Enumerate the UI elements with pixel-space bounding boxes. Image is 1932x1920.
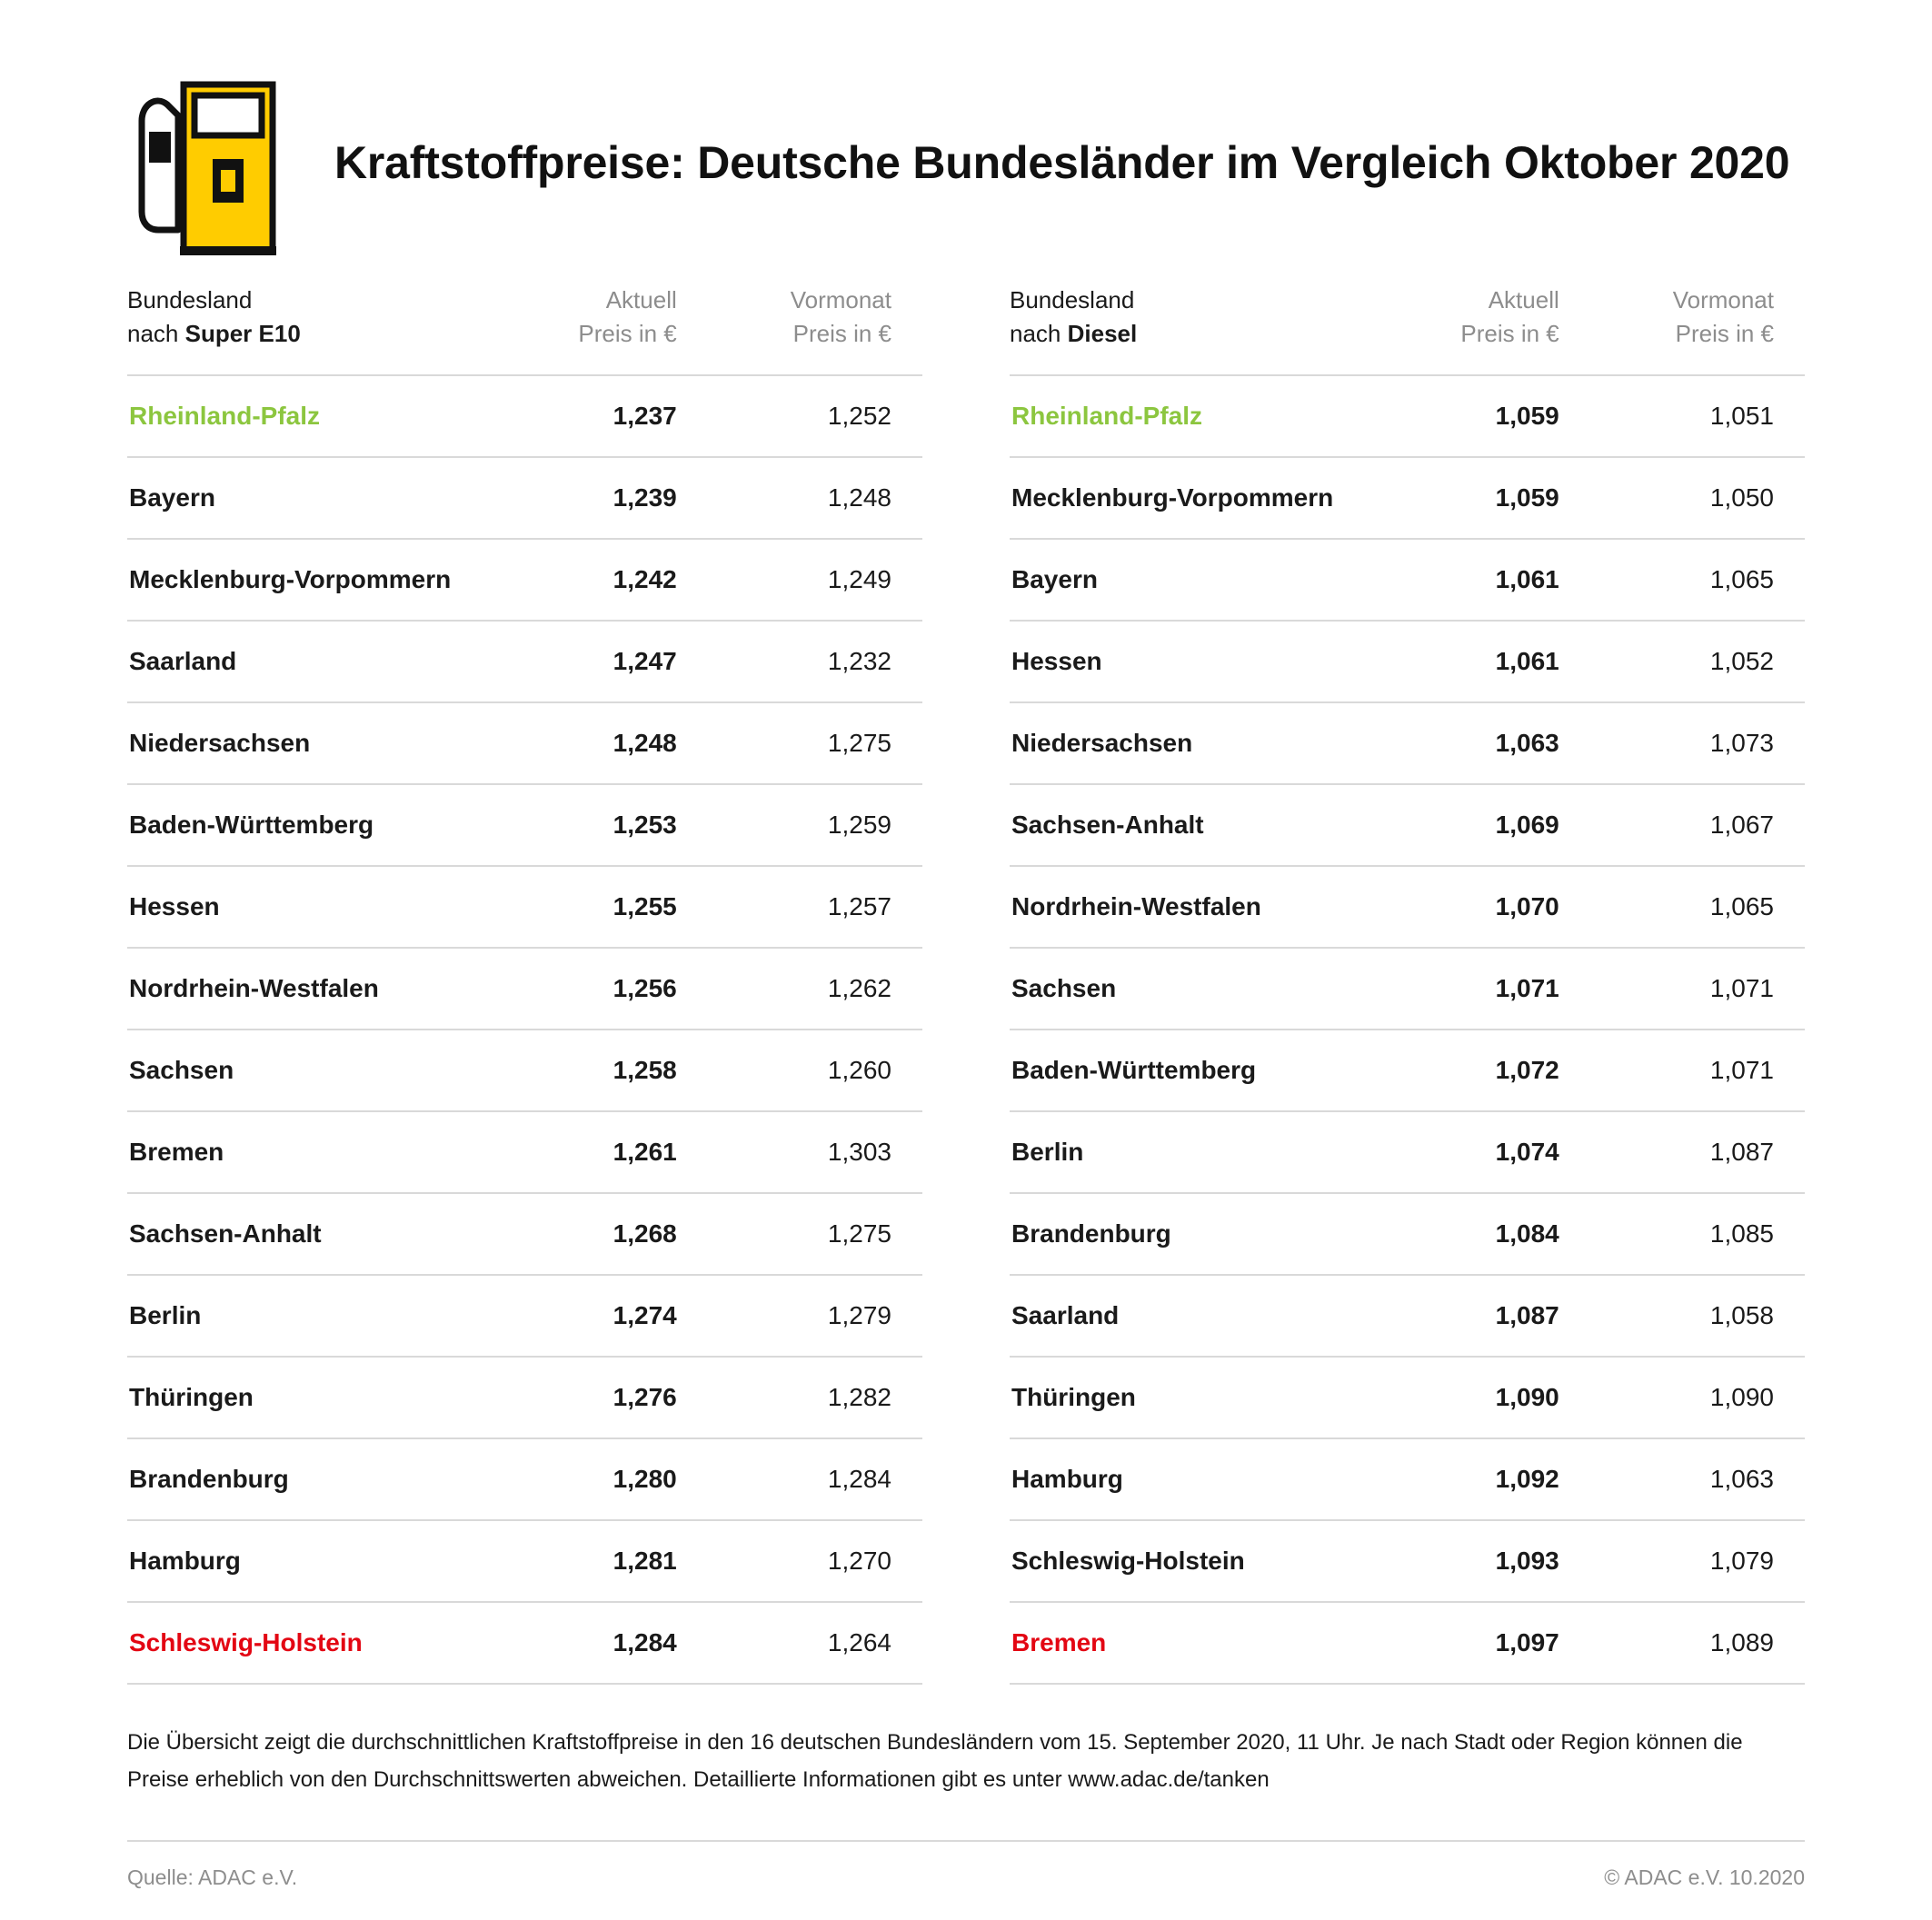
row-vormonat: 1,279 <box>827 1300 891 1329</box>
table-row <box>1010 539 1805 621</box>
row-bundesland: Thüringen <box>129 1382 254 1411</box>
row-vormonat: 1,249 <box>827 564 891 593</box>
row-bundesland: Saarland <box>129 646 237 675</box>
row-bundesland: Hamburg <box>129 1546 241 1575</box>
row-bundesland: Schleswig-Holstein <box>129 1627 363 1656</box>
footer-divider <box>127 1840 1805 1842</box>
table-row <box>1010 1275 1805 1357</box>
table-row <box>1010 621 1805 702</box>
row-aktuell: 1,059 <box>1495 482 1559 512</box>
row-aktuell: 1,256 <box>612 973 677 1002</box>
table-row <box>1010 1602 1805 1684</box>
row-vormonat: 1,079 <box>1709 1546 1774 1575</box>
table-row <box>1010 702 1805 784</box>
row-bundesland: Bayern <box>1011 564 1098 593</box>
row-bundesland: Baden-Württemberg <box>1011 1055 1257 1084</box>
header-aktuell-label: Aktuell <box>1488 286 1559 313</box>
table-row <box>127 1275 922 1357</box>
row-vormonat: 1,065 <box>1709 564 1774 593</box>
table-row <box>127 1602 922 1684</box>
row-aktuell: 1,074 <box>1495 1137 1559 1166</box>
table-row <box>127 784 922 866</box>
row-aktuell: 1,274 <box>612 1300 677 1329</box>
footnote-line-1: Die Übersicht zeigt die durchschnittlichen Kraftstoffpreise in den 16 deutschen Bundesländern vom 15. September 2020, 11 Uhr. Je nach Stadt oder Region können die <box>127 1729 1743 1755</box>
column-header-vormonat <box>1590 284 1805 375</box>
table-row <box>127 1520 922 1602</box>
row-vormonat: 1,275 <box>827 728 891 757</box>
column-header-bundesland <box>127 284 493 375</box>
header-aktuell-unit: Preis in € <box>1460 319 1559 347</box>
fuel-pump-icon <box>133 68 314 259</box>
copyright-label: © ADAC e.V. 10.2020 <box>1604 1865 1805 1890</box>
table-row <box>127 1030 922 1111</box>
row-aktuell: 1,087 <box>1495 1300 1559 1329</box>
column-header-aktuell <box>493 284 708 375</box>
row-bundesland: Berlin <box>1011 1137 1084 1166</box>
row-aktuell: 1,059 <box>1495 401 1559 430</box>
row-aktuell: 1,247 <box>612 646 677 675</box>
row-bundesland: Sachsen <box>1011 973 1117 1002</box>
row-bundesland: Brandenburg <box>129 1464 289 1493</box>
row-aktuell: 1,239 <box>612 482 677 512</box>
row-bundesland: Bremen <box>1011 1627 1107 1656</box>
header-fuel-label: nach Diesel <box>1010 319 1138 347</box>
row-vormonat: 1,303 <box>827 1137 891 1166</box>
header-aktuell-label: Aktuell <box>605 286 677 313</box>
row-vormonat: 1,260 <box>827 1055 891 1084</box>
row-vormonat: 1,052 <box>1709 646 1774 675</box>
row-vormonat: 1,085 <box>1709 1219 1774 1248</box>
row-vormonat: 1,065 <box>1709 891 1774 920</box>
table-block-diesel <box>1010 284 1805 1685</box>
row-vormonat: 1,275 <box>827 1219 891 1248</box>
row-bundesland: Sachsen-Anhalt <box>1011 810 1204 839</box>
column-header-bundesland <box>1010 284 1376 375</box>
row-vormonat: 1,058 <box>1709 1300 1774 1329</box>
row-bundesland: Berlin <box>129 1300 202 1329</box>
row-bundesland: Niedersachsen <box>1011 728 1193 757</box>
row-bundesland: Schleswig-Holstein <box>1011 1546 1245 1575</box>
row-aktuell: 1,248 <box>612 728 677 757</box>
row-aktuell: 1,061 <box>1495 646 1559 675</box>
row-vormonat: 1,262 <box>827 973 891 1002</box>
row-aktuell: 1,242 <box>612 564 677 593</box>
row-aktuell: 1,280 <box>612 1464 677 1493</box>
header-vormonat-unit: Preis in € <box>792 319 891 347</box>
row-bundesland: Mecklenburg-Vorpommern <box>1011 482 1334 512</box>
row-bundesland: Thüringen <box>1011 1382 1136 1411</box>
table-row <box>1010 1520 1805 1602</box>
row-bundesland: Rheinland-Pfalz <box>1011 401 1203 430</box>
row-vormonat: 1,282 <box>827 1382 891 1411</box>
row-aktuell: 1,090 <box>1495 1382 1559 1411</box>
table-row <box>1010 457 1805 539</box>
table-row <box>127 1438 922 1520</box>
row-vormonat: 1,252 <box>827 401 891 430</box>
row-vormonat: 1,284 <box>827 1464 891 1493</box>
row-aktuell: 1,093 <box>1495 1546 1559 1575</box>
table-row <box>1010 1193 1805 1275</box>
row-vormonat: 1,232 <box>827 646 891 675</box>
row-vormonat: 1,067 <box>1709 810 1774 839</box>
row-bundesland: Hessen <box>129 891 220 920</box>
row-bundesland: Hessen <box>1011 646 1102 675</box>
table-row <box>127 375 922 457</box>
table-row <box>127 866 922 948</box>
row-aktuell: 1,063 <box>1495 728 1559 757</box>
table-row <box>127 539 922 621</box>
table-row <box>127 1111 922 1193</box>
row-bundesland: Rheinland-Pfalz <box>129 401 321 430</box>
row-vormonat: 1,071 <box>1709 1055 1774 1084</box>
row-bundesland: Nordrhein-Westfalen <box>129 973 379 1002</box>
table-header-row <box>1010 284 1805 375</box>
row-aktuell: 1,268 <box>612 1219 677 1248</box>
header-bundesland-label: Bundesland <box>127 286 253 313</box>
row-vormonat: 1,270 <box>827 1546 891 1575</box>
table-row <box>1010 948 1805 1030</box>
row-vormonat: 1,051 <box>1709 401 1774 430</box>
row-vormonat: 1,257 <box>827 891 891 920</box>
row-aktuell: 1,261 <box>612 1137 677 1166</box>
row-vormonat: 1,071 <box>1709 973 1774 1002</box>
row-aktuell: 1,276 <box>612 1382 677 1411</box>
table-row <box>127 621 922 702</box>
table-row <box>1010 1030 1805 1111</box>
row-aktuell: 1,237 <box>612 401 677 430</box>
row-vormonat: 1,050 <box>1709 482 1774 512</box>
row-bundesland: Brandenburg <box>1011 1219 1171 1248</box>
table-row <box>127 1193 922 1275</box>
row-vormonat: 1,087 <box>1709 1137 1774 1166</box>
row-aktuell: 1,084 <box>1495 1219 1559 1248</box>
row-aktuell: 1,071 <box>1495 973 1559 1002</box>
table-row <box>127 948 922 1030</box>
row-vormonat: 1,063 <box>1709 1464 1774 1493</box>
header-aktuell-unit: Preis in € <box>578 319 677 347</box>
footnote <box>127 1725 1754 1799</box>
header-vormonat-label: Vormonat <box>790 286 891 313</box>
header-bundesland-label: Bundesland <box>1010 286 1135 313</box>
table-row <box>1010 784 1805 866</box>
table-row <box>127 702 922 784</box>
row-aktuell: 1,070 <box>1495 891 1559 920</box>
row-aktuell: 1,092 <box>1495 1464 1559 1493</box>
source-label: Quelle: ADAC e.V. <box>127 1865 298 1890</box>
table-row <box>127 457 922 539</box>
row-bundesland: Mecklenburg-Vorpommern <box>129 564 452 593</box>
row-vormonat: 1,090 <box>1709 1382 1774 1411</box>
table-row <box>1010 1438 1805 1520</box>
row-vormonat: 1,259 <box>827 810 891 839</box>
table-row <box>1010 375 1805 457</box>
column-header-vormonat <box>708 284 922 375</box>
row-aktuell: 1,069 <box>1495 810 1559 839</box>
row-aktuell: 1,253 <box>612 810 677 839</box>
row-aktuell: 1,255 <box>612 891 677 920</box>
table-diesel <box>1010 284 1805 1685</box>
row-bundesland: Hamburg <box>1011 1464 1123 1493</box>
row-aktuell: 1,061 <box>1495 564 1559 593</box>
header <box>127 0 1805 273</box>
row-bundesland: Niedersachsen <box>129 728 311 757</box>
fuel-type-super-e10: Super E10 <box>184 319 301 347</box>
column-header-aktuell <box>1376 284 1590 375</box>
row-vormonat: 1,089 <box>1709 1627 1774 1656</box>
table-row <box>1010 866 1805 948</box>
row-bundesland: Bayern <box>129 482 215 512</box>
tables-container <box>127 284 1805 1685</box>
header-fuel-label: nach Super E10 <box>127 319 301 347</box>
row-vormonat: 1,073 <box>1709 728 1774 757</box>
row-aktuell: 1,284 <box>612 1627 677 1656</box>
table-block-super-e10 <box>127 284 922 1685</box>
row-bundesland: Bremen <box>129 1137 224 1166</box>
page-title: Kraftstoffpreise: Deutsche Bundesländer im Vergleich Oktober 2020 <box>334 137 1790 189</box>
header-vormonat-label: Vormonat <box>1672 286 1774 313</box>
table-row <box>127 1357 922 1438</box>
table-row <box>1010 1357 1805 1438</box>
header-vormonat-unit: Preis in € <box>1675 319 1774 347</box>
row-bundesland: Sachsen <box>129 1055 234 1084</box>
row-bundesland: Nordrhein-Westfalen <box>1011 891 1261 920</box>
fuel-type-diesel: Diesel <box>1067 319 1138 347</box>
table-body-diesel <box>1010 375 1805 1684</box>
table-header-row <box>127 284 922 375</box>
row-aktuell: 1,097 <box>1495 1627 1559 1656</box>
row-bundesland: Sachsen-Anhalt <box>129 1219 322 1248</box>
table-super-e10 <box>127 284 922 1685</box>
row-vormonat: 1,264 <box>827 1627 891 1656</box>
row-bundesland: Saarland <box>1011 1300 1120 1329</box>
table-row <box>1010 1111 1805 1193</box>
row-aktuell: 1,072 <box>1495 1055 1559 1084</box>
footnote-line-2: Preise erheblich von den Durchschnittswerten abweichen. Detaillierte Informationen gibt es unter www.adac.de/tanken <box>127 1766 1270 1792</box>
row-aktuell: 1,258 <box>612 1055 677 1084</box>
row-aktuell: 1,281 <box>612 1546 677 1575</box>
table-body-super-e10 <box>127 375 922 1684</box>
footer <box>127 1865 1805 1890</box>
row-bundesland: Baden-Württemberg <box>129 810 374 839</box>
row-vormonat: 1,248 <box>827 482 891 512</box>
